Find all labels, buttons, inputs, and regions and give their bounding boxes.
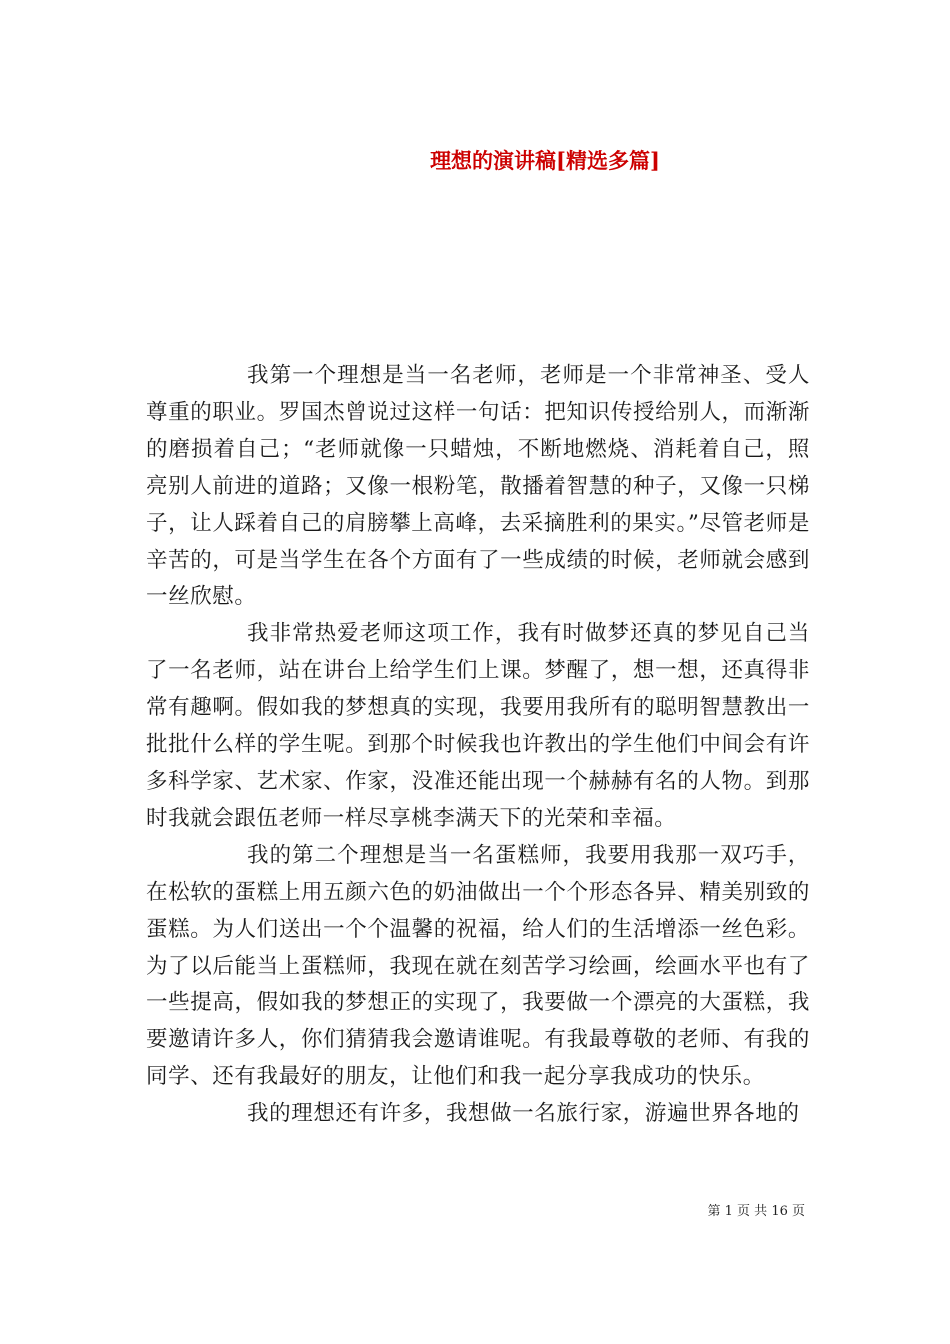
- page-number-footer: 第 1 页 共 16 页: [707, 1204, 805, 1219]
- document-body: [146, 358, 810, 1133]
- document-title: 理想的演讲稿[精选多篇]: [430, 148, 660, 174]
- paragraph-2: 我非常热爱老师这项工作，我有时做梦还真的梦见自己当了一名老师，站在讲台上给学生们上课。梦醒了，想一想，还真得非常有趣啊。假如我的梦想真的实现，我要用我所有的聪明智慧教出一批批什么样的学生呢。到那个时候我也许教出的学生他们中间会有许多科学家、艺术家、作家，没准还能出现一个赫赫有名的人物。到那时我就会跟伍老师一样尽享桃李满天下的光荣和幸福。: [146, 621, 810, 831]
- paragraph-4: 我的理想还有许多，我想做一名旅行家，游遍世界各地的: [247, 1101, 800, 1127]
- paragraph-1: 我第一个理想是当一名老师，老师是一个非常神圣、受人尊重的职业。罗国杰曾说过这样一句话：把知识传授给别人，而渐渐的磨损着自己；“老师就像一只蜡烛，不断地燃烧、消耗着自己，照亮别人前进的道路；又像一根粉笔，散播着智慧的种子，又像一只梯子，让人踩着自己的肩膀攀上高峰，去采摘胜利的果实。”尽管老师是辛苦的，可是当学生在各个方面有了一些成绩的时候，老师就会感到一丝欣慰。: [146, 363, 810, 610]
- paragraph-3: 我的第二个理想是当一名蛋糕师，我要用我那一双巧手，在松软的蛋糕上用五颜六色的奶油做出一个个形态各异、精美别致的蛋糕。为人们送出一个个温馨的祝福，给人们的生活增添一丝色彩。为了以后能当上蛋糕师，我现在就在刻苦学习绘画，绘画水平也有了一些提高，假如我的梦想正的实现了，我要做一个漂亮的大蛋糕，我要邀请许多人，你们猜猜我会邀请谁呢。有我最尊敬的老师、有我的同学、还有我最好的朋友，让他们和我一起分享我成功的快乐。: [146, 842, 810, 1090]
